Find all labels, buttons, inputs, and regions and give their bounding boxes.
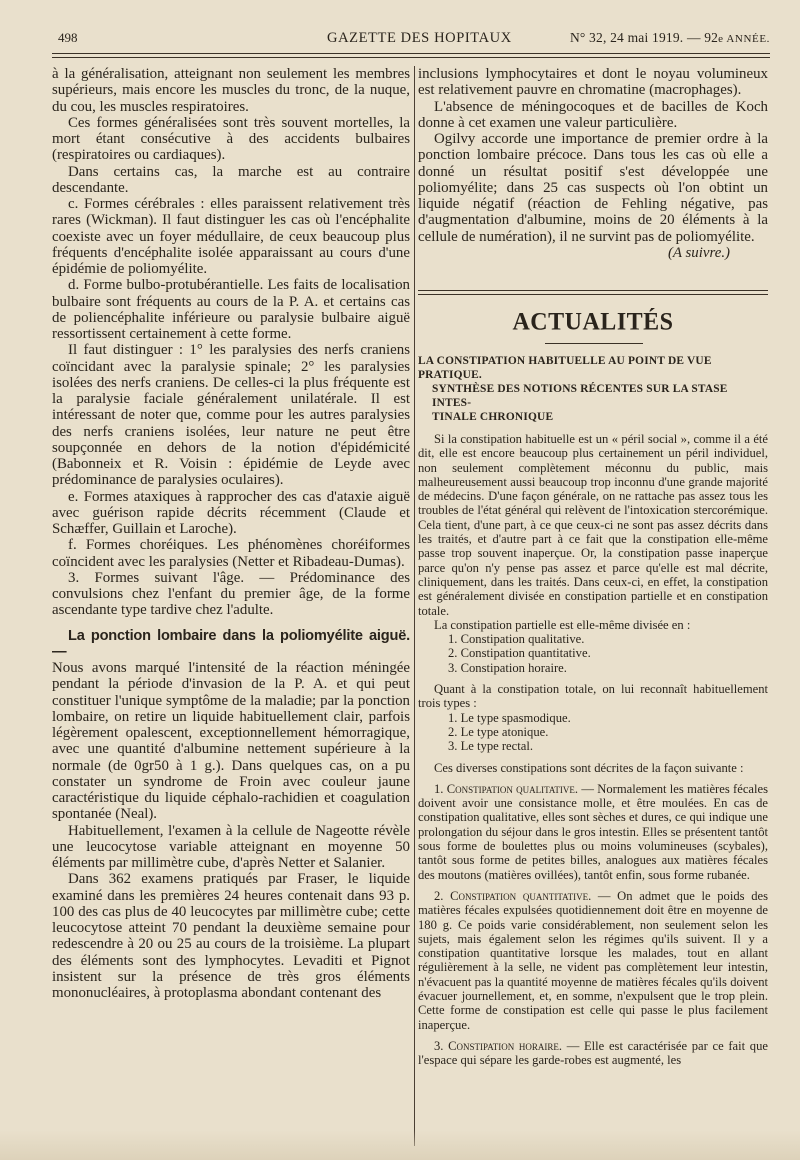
paragraph: Ogilvy accorde une importance de premier ordre à la ponction lombaire précoce. Dans tous les cas où elle a donné un résultat positif s'est développée une poliomyélite; dans 25 cas suspects où l'on obtint un liquide négatif (réaction de Fehling négative, pas d'augmentation d'albumine, moins de 20 éléments à la cellule de numération), il ne survint pas de poliomyélite. [418,131,768,245]
header-rule [52,53,770,54]
page-header [52,28,770,54]
list-item: 1. Constipation qualitative. [448,632,585,647]
list-item: 2. Le type atonique. [448,724,549,739]
paragraph: e. Formes ataxiques à rapprocher des cas d'ataxie aiguë avec guérison rapide décrits récemment (Claude et Schæffer, Guillain et Laroche). [52,488,410,537]
paragraph: d. Forme bulbo-protubérantielle. Les faits de localisation bulbaire sont fréquents au cours de la P. A. et certains cas de poliencéphalite inférieure ou paralysie bulbaire aiguë ressortissent certainement à cette forme. [52,277,410,342]
paragraph: Nous avons marqué l'intensité de la réaction méningée pendant la période d'invasion de la P. A. et qui peut constituer l'unique symptôme de la maladie; par la ponction lombaire, on retire un liquide habituellement clair, parfois légèrement opalescent, exceptionnellement hémorragique, avec une quantité d'albumine nettement supérieure à la normale (de 0gr50 à 1 g.). Dans quelques cas, on a pu constater un syndrome de Froin avec couleur jaune caractéristique du liquide céphalo-rachidien et coagulation spontanée (Neal). [52,660,410,823]
page-number: 498 [58,30,78,45]
paragraph: 3. Formes suivant l'âge. — Prédominance des convulsions chez l'enfant du premier âge, de la forme ascendante type tardive chez l'adulte. [52,569,410,619]
section-heading: ACTUALITÉS [512,308,674,336]
journal-title: GAZETTE DES HOPITAUX [327,30,512,46]
section-rule [418,290,768,291]
list [418,632,768,675]
list-item: 1. Le type spasmodique. [448,710,571,725]
list-item: 3. Le type rectal. [448,739,533,754]
page-edge [0,1130,800,1160]
paragraph: La constipation partielle est elle-même divisée en : [434,617,691,632]
paragraph: c. Formes cérébrales : elles paraissent relativement très rares (Wickman). Il faut distinguer les cas où l'encéphalite coexiste avec un foyer médullaire, de ceux beaucoup plus fréquents d'encéphalite isolée apparaissant au cours d'une épidémie de poliomyélite. [52,196,410,277]
heading-underline [545,343,643,344]
paragraph: 3. Constipation horaire. — Elle est caractérisée par ce fait que l'espace qui sépare les garde-robes est augmenté, les [418,1038,768,1068]
paragraph: Il faut distinguer : 1° les paralysies des nerfs craniens coïncidant avec la paralysie spinale; 2° les paralysies isolées des nerfs craniens. De celles-ci la plus fréquente est la paralysie faciale généralement unilatérale. Il est intéressant de noter que, comme pour les autres paralysies des nerfs craniens isolées, leur nature ne peut être soupçonnée en dehors de la notion d'épidémicité (Babonneix et R. Voisin : épidémie de Leyde avec prédominance de paralysies oculaires). [52,342,410,489]
paragraph: Si la constipation habituelle est un « péril social », comme il a été dit, elle est encore beaucoup plus certainement un péril individuel, non seulement complètement méconnu du public, mais malheureusement aussi beaucoup trop inconnu d'une grande majorité de médecins. D'une façon générale, on ne rattache pas assez tous les troubles de l'état général qui relèvent de l'intoxication stercorémique. Cela tient, d'une part, à ce que ceux-ci ne sont pas assez décrits dans les traités, et d'autre part à ce fait que la constipation elle-même passe trop souvent inaperçue. Or, la constipation passe inaperçue parce qu'on n'y pense pas assez et parce qu'elle est mal décrite, cliniquement, dans les traités. Dans ceux-ci, en effet, la constipation est généralement divisée en constipation partielle et en constipation totale. [418,432,768,618]
paragraph: inclusions lymphocytaires et dont le noyau volumineux est relativement pauvre en chromatine (macrophages). [418,66,768,99]
paragraph: à la généralisation, atteignant non seulement les membres supérieurs, mais encore les muscles du tronc, de la nuque, du cou, les muscles respiratoires. [52,66,410,115]
list-item: 3. Constipation horaire. [448,660,567,675]
paragraph: Dans certains cas, la marche est au contraire descendante. [52,163,410,196]
column-divider [414,66,415,1146]
paragraph: Ces diverses constipations sont décrites de la façon suivante : [434,760,744,775]
issue-info: N° 32, 24 mai 1919. — 92e ANNÉE. [569,30,770,45]
paragraph: f. Formes choréiques. Les phénomènes choréiformes coïncident avec les paralysies (Netter et Ribadeau-Dumas). [52,537,410,570]
paragraph: Habituellement, l'examen à la cellule de Nageotte révèle une leucocytose variable atteignant en moyenne 50 éléments par millimètre cube, d'après Netter et Salanier. [52,822,410,871]
article-title: LA CONSTIPATION HABITUELLE AU POINT DE VUE PRATIQUE. SYNTHÈSE DES NOTIONS RÉCENTES SUR LA STASE INTES- TINALE CHRONIQUE [418,355,728,423]
header-rule-thin [52,57,770,58]
paragraph: Dans 362 examens pratiqués par Fraser, le liquide examiné dans les premières 24 heures contenait dans 93 p. 100 des cas plus de 40 leucocytes par millimètre cube; cette leucocytose atteint 70 pendant la deuxième semaine pour redescendre à 20 ou 25 au cours de la troisième. La plupart des éléments sont des lymphocytes. Levaditi et Pignot insistent sur la présence de très gros éléments mononucléaires, à protoplasma abondant contenant des [52,871,410,1001]
section-rule-thin [418,294,768,295]
paragraph: L'absence de méningocoques et de bacilles de Koch donne à cet examen une valeur particulière. [418,98,768,131]
list [418,711,768,754]
paragraph: 1. Constipation qualitative. — Normalement les matières fécales doivent avoir une consistance molle, et être moulées. En cas de constipation qualitative, elles sont sèches et dures, ce qui indique une prolongation du séjour dans le gros intestin. Elles se présentent tantôt sous forme de boulettes plus ou moins volumineuses (scybales), tantôt sous forme de petites billes, analogues aux matières fécales des moutons (matières ovillées), tantôt enfin, sous forme rubanée. [418,781,768,882]
paragraph: Ces formes généralisées sont très souvent mortelles, la mort étant consécutive à des accidents bulbaires (respiratoires ou cardiaques). [52,114,410,164]
list-item: 2. Constipation quantitative. [448,646,591,661]
section-title: La ponction lombaire dans la poliomyélite aiguë. — [52,627,410,660]
article-column [418,354,768,1067]
paragraph: 2. Constipation quantitative. — On admet que le poids des matières fécales expulsées quotidiennement doit être en moyenne de 180 g. Ce poids varie considérablement, non seulement selon les sujets, mais également selon les régimes qu'ils suivent. Il y a constipation quantitative lorsque les malades, tout en allant régulièrement à la selle, ne vident pas complètement leur intestin, n'évacuent pas la quantité moyenne de matières fécales qu'ils doivent évacuer journellement, et, en somme, n'expulsent que le trop plein. Cette forme de constipation est celle qui passe le plus facilement inaperçue. [418,888,768,1032]
right-column-top [418,66,768,261]
to-follow-note: (A suivre.) [667,244,730,261]
paragraph: Quant à la constipation totale, on lui reconnaît habituellement trois types : [418,682,768,711]
left-column [52,66,410,1001]
